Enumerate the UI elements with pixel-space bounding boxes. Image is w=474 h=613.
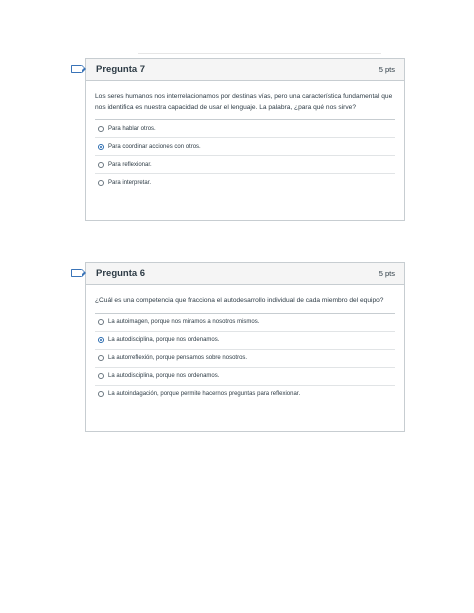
question-card-7 — [85, 58, 405, 221]
answer-label: Para interpretar. — [108, 179, 152, 186]
question-title: Pregunta 6 — [96, 268, 146, 279]
answer-option[interactable] — [95, 331, 395, 349]
answer-list — [95, 313, 395, 403]
question-header — [86, 59, 404, 81]
radio-icon[interactable] — [98, 319, 104, 325]
answer-label: Para reflexionar. — [108, 161, 152, 168]
answer-label: La autorreflexión, porque pensamos sobre nosotros. — [108, 355, 248, 361]
radio-icon[interactable] — [98, 373, 104, 379]
radio-icon[interactable] — [98, 337, 104, 343]
answer-option[interactable] — [95, 349, 395, 367]
question-header — [86, 263, 404, 285]
radio-icon[interactable] — [98, 126, 104, 132]
radio-icon[interactable] — [98, 144, 104, 150]
answer-option[interactable] — [95, 367, 395, 385]
answer-label: La autodisciplina, porque nos ordenamos. — [108, 373, 220, 379]
flag-icon[interactable] — [71, 269, 82, 277]
radio-icon[interactable] — [98, 391, 104, 397]
radio-icon[interactable] — [98, 162, 104, 168]
question-points: 5 pts — [378, 65, 395, 74]
radio-icon[interactable] — [98, 355, 104, 361]
question-points: 5 pts — [378, 269, 395, 278]
answer-option[interactable] — [95, 385, 395, 403]
radio-icon[interactable] — [98, 180, 104, 186]
answer-list — [95, 119, 395, 191]
question-title: Pregunta 7 — [96, 64, 146, 75]
answer-option[interactable] — [95, 137, 395, 155]
answer-option[interactable] — [95, 119, 395, 137]
answer-label: La autoindagación, porque permite hacernos preguntas para reflexionar. — [108, 391, 301, 397]
answer-option[interactable] — [95, 173, 395, 191]
divider — [138, 53, 381, 54]
question-card-6 — [85, 262, 405, 432]
answer-option[interactable] — [95, 313, 395, 331]
question-text: Los seres humanos nos interrelacionamos por destinas vías, pero una característica fundamental que nos identifica es nuestra capacidad de usar el lenguaje. La palabra, ¿para qué nos sirve? — [95, 93, 393, 111]
question-text: ¿Cuál es una competencia que fracciona el autodesarrollo individual de cada miembro del equipo? — [95, 297, 384, 304]
answer-label: La autodisciplina, porque nos ordenamos. — [108, 337, 220, 343]
answer-label: Para coordinar acciones con otros. — [108, 143, 201, 150]
flag-icon[interactable] — [71, 65, 82, 73]
answer-label: Para hablar otros. — [108, 125, 156, 132]
answer-option[interactable] — [95, 155, 395, 173]
answer-label: La autoimagen, porque nos miramos a nosotros mismos. — [108, 319, 260, 325]
